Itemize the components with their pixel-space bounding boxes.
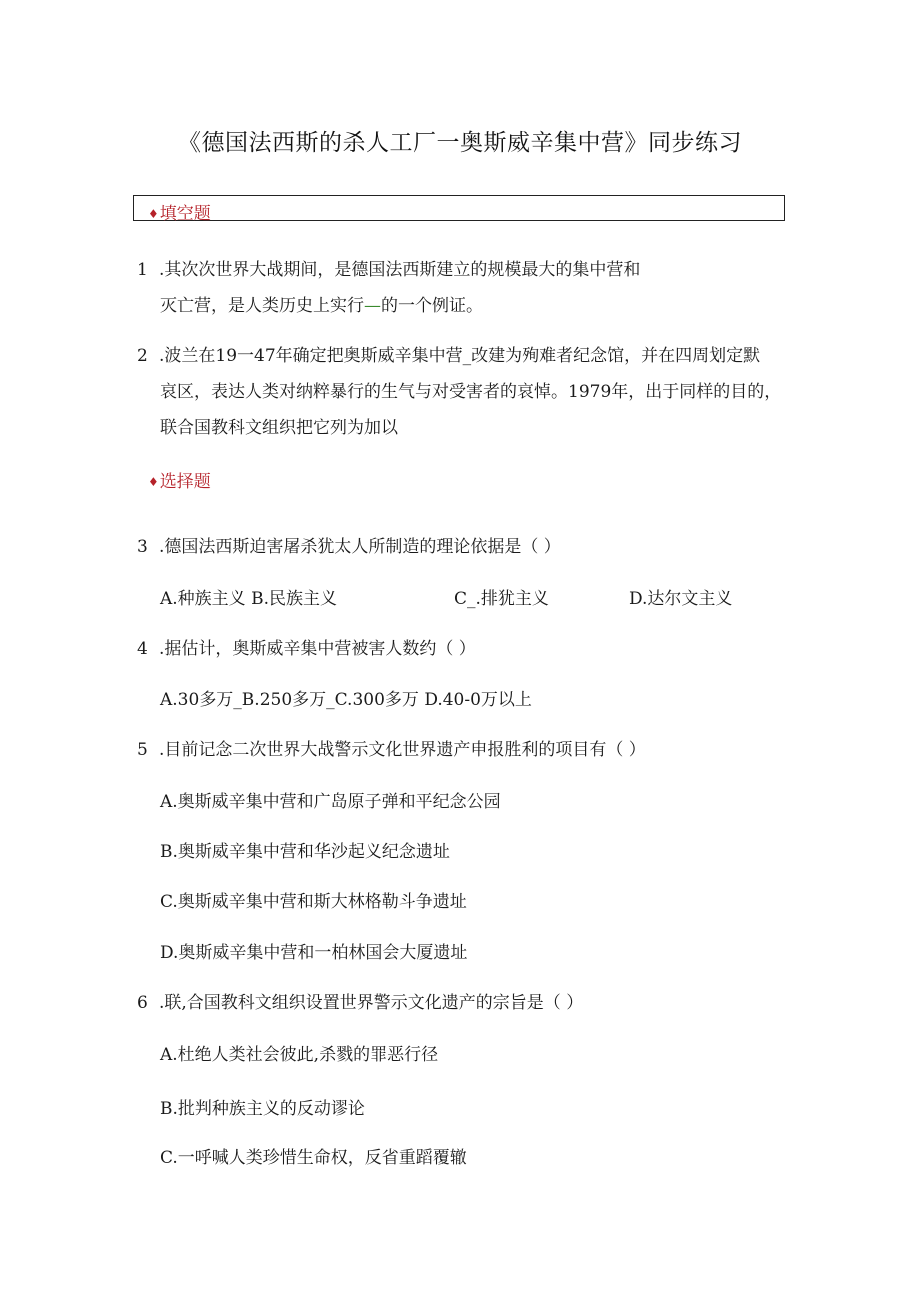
- section-fill-blank-label: 填空题: [159, 204, 211, 224]
- question-4-options: A.30多万_B.250多万_C.300多万 D.40-0万以上: [160, 690, 532, 710]
- question-1-blank: —: [364, 296, 381, 316]
- question-5-option-b: B.奥斯威辛集中营和华沙起义纪念遗址: [160, 842, 450, 862]
- section-choice: [148, 467, 211, 492]
- question-1-text-2a: 灭亡营，是人类历史上实行: [160, 296, 364, 316]
- page-title: 《德国法西斯的杀人工厂一奥斯威辛集中营》同步练习: [178, 130, 742, 156]
- question-5-option-c: C.奥斯威辛集中营和斯大林格勒斗争遗址: [160, 892, 467, 912]
- question-4-stem: [137, 634, 476, 659]
- diamond-icon: ♦: [148, 475, 159, 489]
- question-4-text: .据估计，奥斯威辛集中营被害人数约（ ）: [159, 639, 476, 659]
- question-3-option-d: D.达尔文主义: [629, 589, 733, 609]
- question-5-option-d: D.奥斯威辛集中营和一柏林国会大厦遗址: [160, 943, 468, 963]
- question-2-text-1: .波兰在19一47年确定把奥斯威辛集中营_改建为殉难者纪念馆，并在四周划定默: [159, 346, 761, 366]
- question-6-option-a: A.杜绝人类社会彼此,杀戮的罪恶行径: [160, 1045, 439, 1065]
- question-5-number: 5: [137, 740, 148, 760]
- question-2-number: 2: [137, 346, 148, 366]
- question-1-number: 1: [137, 260, 148, 280]
- question-1-line-2: [160, 291, 483, 316]
- question-5-stem: [137, 735, 646, 760]
- question-1-text-2b: 的一个例证。: [381, 296, 483, 316]
- question-2-line-1: [137, 341, 760, 366]
- question-1-text-1: .其次次世界大战期间，是德国法西斯建立的规模最大的集中营和: [159, 260, 641, 280]
- question-4-number: 4: [137, 639, 148, 659]
- question-2-line-3: 联合国教科文组织把它列为加以: [160, 418, 398, 438]
- question-3-stem: [137, 532, 561, 557]
- section-choice-label: 选择题: [159, 472, 211, 492]
- question-6-option-c: C.一呼喊人类珍惜生命权，反省重蹈覆辙: [160, 1148, 467, 1168]
- question-5-text: .目前记念二次世界大战警示文化世界遗产申报胜利的项目有（ ）: [159, 740, 646, 760]
- question-6-text: .联,合国教科文组织设置世界警示文化遗产的宗旨是（ ）: [159, 993, 584, 1013]
- question-5-option-a: A.奥斯威辛集中营和广岛原子弹和平纪念公园: [160, 792, 501, 812]
- question-1-line-1: [137, 255, 640, 280]
- question-6-number: 6: [137, 993, 148, 1013]
- question-2-line-2: 哀区，表达人类对纳粹暴行的生气与对受害者的哀悼。1979年，出于同样的目的，: [160, 382, 782, 402]
- section-header-box: [133, 195, 785, 221]
- question-3-text: .德国法西斯迫害屠杀犹太人所制造的理论依据是（ ）: [159, 537, 561, 557]
- question-3-option-ab: A.种族主义 B.民族主义: [160, 589, 337, 609]
- section-fill-blank: [148, 199, 211, 224]
- question-3-number: 3: [137, 537, 148, 557]
- question-6-stem: [137, 988, 583, 1013]
- question-3-option-c: C_.排犹主义: [454, 589, 549, 609]
- question-6-option-b: B.批判种族主义的反动谬论: [160, 1099, 365, 1119]
- diamond-icon: ♦: [148, 207, 159, 221]
